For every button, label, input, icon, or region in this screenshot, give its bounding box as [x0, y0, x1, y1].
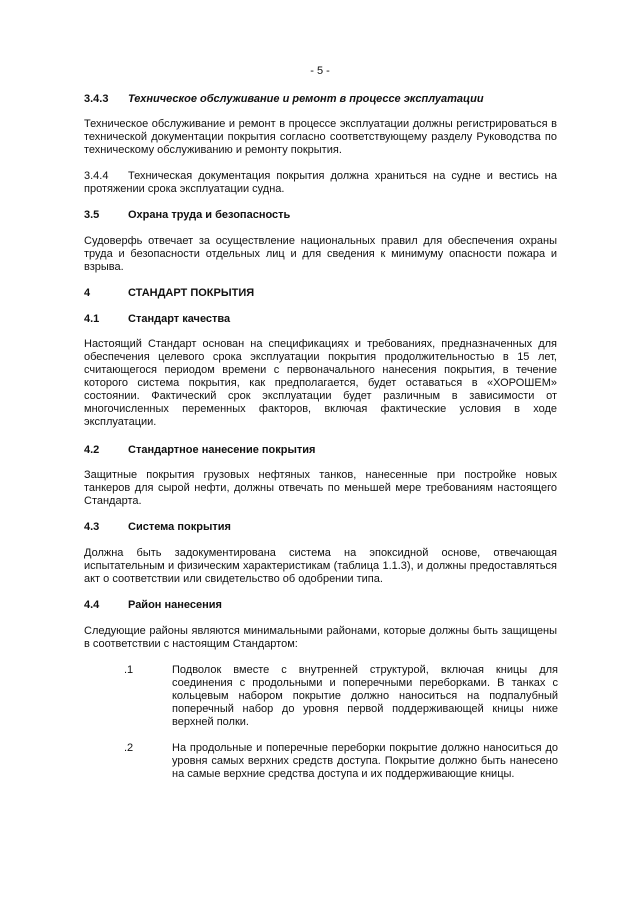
section-title: Район нанесения — [128, 599, 222, 611]
section-title: Стандартное нанесение покрытия — [128, 444, 316, 456]
section-number: 4 — [84, 287, 91, 299]
section-title: СТАНДАРТ ПОКРЫТИЯ — [128, 287, 255, 299]
section-4-heading — [84, 287, 557, 300]
section-number: 3.5 — [84, 209, 100, 221]
section-3-4-4 — [84, 170, 557, 196]
list-item-text: Подволок вместе с внутренней структурой, включая кницы для соединения с продольными и поперечными переборками. В танках с кольцевым набором покрытие должно наноситься на подпалубный поперечный набор до уровня первой поддерживающей кницы ниже верхней полки. — [172, 664, 558, 728]
section-title: Техническое обслуживание и ремонт в процессе эксплуатации — [128, 93, 484, 105]
section-4-4-heading — [84, 599, 557, 612]
section-title: Охрана труда и безопасность — [128, 209, 291, 221]
section-number: 4.3 — [84, 521, 100, 533]
section-title: Система покрытия — [128, 521, 231, 533]
section-number: 4.1 — [84, 313, 100, 325]
section-4-2-text: Защитные покрытия грузовых нефтяных танков, нанесенные при постройке новых танкеров для сырой нефти, должны отвечать по меньшей мере требованиям настоящего Стандарта. — [84, 469, 557, 507]
section-4-3-heading — [84, 521, 557, 534]
section-3-4-3-text: Техническое обслуживание и ремонт в процессе эксплуатации должны регистрироваться в технической документации покрытия согласно соответствующему разделу Руководства по техническому обслуживанию и ремонту покрытия. — [84, 118, 557, 156]
section-4-4-text: Следующие районы являются минимальными районами, которые должны быть защищены в соответствии с настоящим Стандартом: — [84, 625, 557, 650]
section-3-4-4-text: Техническая документация покрытия должна храниться на судне и вестись на протяжении срока эксплуатации судна. — [84, 170, 557, 195]
list-item-label: .2 — [124, 742, 134, 754]
section-4-1-text: Настоящий Стандарт основан на спецификациях и требованиях, предназначенных для обеспечения целевого срока эксплуатации покрытия продолжительностью в 15 лет, считающегося периодом времени с первоначального нанесения покрытия, в течение которого система покрытия, как предполагается, будет оставаться в «ХОРОШЕМ» состоянии. Фактический срок эксплуатации будет различным в зависимости от многочисленных переменных факторов, включая фактические условия в ходе эксплуатации. — [84, 338, 557, 428]
section-4-3-text: Должна быть задокументирована система на эпоксидной основе, отвечающая испытательным и физическим характеристикам (таблица 1.1.3), и должны предоставляться акт о соответствии или свидетельство об одобрении типа. — [84, 547, 557, 585]
section-4-2-heading — [84, 444, 557, 457]
section-number: 4.4 — [84, 599, 100, 611]
section-3-4-3-heading — [84, 93, 557, 106]
section-number: 4.2 — [84, 444, 100, 456]
list-item-text: На продольные и поперечные переборки покрытие должно наноситься до уровня самых верхних средств доступа. Покрытие должно быть нанесено на самые верхние средства доступа и их поддерживающие кницы. — [172, 742, 558, 780]
section-number: 3.4.3 — [84, 93, 109, 105]
section-title: Стандарт качества — [128, 313, 231, 325]
section-4-1-heading — [84, 313, 557, 326]
page-number: - 5 - — [310, 65, 330, 77]
section-3-5-heading — [84, 209, 557, 222]
section-3-5-text: Судоверфь отвечает за осуществление национальных правил для обеспечения охраны труда и безопасности отдельных лиц и для сведения к минимуму опасности пожара и взрыва. — [84, 235, 557, 273]
section-number: 3.4.4 — [84, 170, 109, 182]
list-item-label: .1 — [124, 664, 134, 676]
